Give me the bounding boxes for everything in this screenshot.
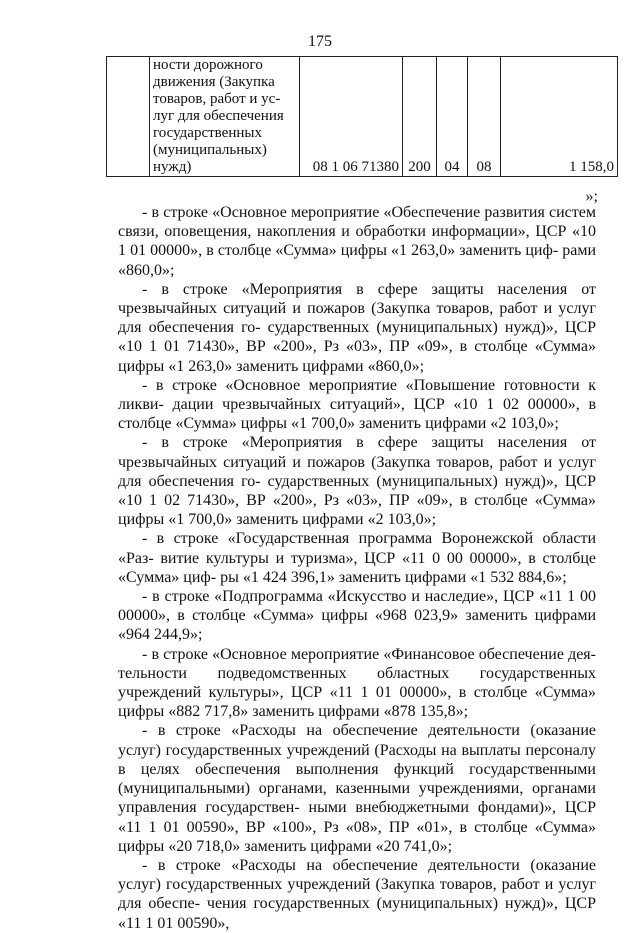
amendment-paragraph: - в строке «Расходы на обеспечение деятельности (оказание услуг) государственных учреждений (Расходы на выплаты персоналу в целях обеспечения выполнения функций государственными (муниципальными) органами, казенными учреждениями, органами управления государствен- ными внебюджетными фондами)», ЦСР «11 1 01 00590», ВР «100», Рз «08», ПР «01», в столбце «Сумма» цифры «20 718,0» заменить цифрами «20 741,0»; bbox=[118, 722, 596, 855]
table-row bbox=[107, 57, 618, 177]
amendment-paragraph: - в строке «Мероприятия в сфере защиты населения от чрезвычайных ситуаций и пожаров (Закупка товаров, работ и услуг для обеспечения го- сударственных (муниципальных) нужд)», ЦСР «10 1 01 71430», ВР «200», Рз «03», ПР «09», в столбце «Сумма» цифры «1 263,0» заменить цифрами «860,0»; bbox=[118, 280, 596, 375]
amendment-paragraph: - в строке «Подпрограмма «Искусство и наследие», ЦСР «11 1 00 00000», в столбце «Сумма» цифры «968 023,9» заменить цифрами «964 244,9»; bbox=[118, 588, 596, 644]
amendment-paragraph: - в строке «Мероприятия в сфере защиты населения от чрезвычайных ситуаций и пожаров (Закупка товаров, работ и услуг для обеспечения го- сударственных (муниципальных) нужд)», ЦСР «10 1 02 71430», ВР «200», Рз «03», ПР «09», в столбце «Сумма» цифры «1 700,0» заменить цифрами «2 103,0»; bbox=[118, 434, 596, 529]
amendment-paragraph: - в строке «Основное мероприятие «Обеспечение развития систем связи, оповещения, накопления и обработки информации», ЦСР «10 1 01 00000», в столбце «Сумма» цифры «1 263,0» заменить циф- рами «860,0»; bbox=[118, 204, 596, 279]
table-cell-csr: 08 1 06 71380 bbox=[300, 57, 403, 177]
table-cell-pr: 08 bbox=[468, 57, 501, 177]
amendment-text bbox=[118, 203, 596, 933]
table-cell-vr: 200 bbox=[403, 57, 437, 177]
table-cell-rz: 04 bbox=[437, 57, 468, 177]
table-cell-description: ности дорожного движения (Закупка товаров, работ и ус- луг для обеспечения государственных (муниципальных) нужд) bbox=[150, 57, 300, 177]
page-number: 175 bbox=[308, 33, 332, 50]
amendment-paragraph: - в строке «Основное мероприятие «Финансовое обеспечение дея- тельности подведомственных областных государственных учреждений культуры», ЦСР «11 1 01 00000», в столбце «Сумма» цифры «882 717,8» заменить цифрами «878 135,8»; bbox=[118, 645, 596, 721]
table-cell-sum: 1 158,0 bbox=[501, 57, 618, 177]
table-cell-blank bbox=[107, 57, 150, 177]
budget-table-fragment bbox=[106, 56, 618, 177]
amendment-paragraph: - в строке «Основное мероприятие «Повышение готовности к ликви- дации чрезвычайных ситуаций», ЦСР «10 1 02 00000», в столбце «Сумма» цифры «1 700,0» заменить цифрами «2 103,0»; bbox=[118, 376, 596, 433]
amendment-paragraph: - в строке «Расходы на обеспечение деятельности (оказание услуг) государственных учреждений (Закупка товаров, работ и услуг для обеспе- чения государственных (муниципальных) нужд)», ЦСР «11 1 01 00590», bbox=[118, 856, 596, 932]
closing-quote: »; bbox=[585, 188, 598, 205]
amendment-paragraph: - в строке «Государственная программа Воронежской области «Раз- витие культуры и туризма», ЦСР «11 0 00 00000», в столбце «Сумма» циф- ры «1 424 396,1» заменить цифрами «1 532 884,6»; bbox=[118, 530, 596, 586]
